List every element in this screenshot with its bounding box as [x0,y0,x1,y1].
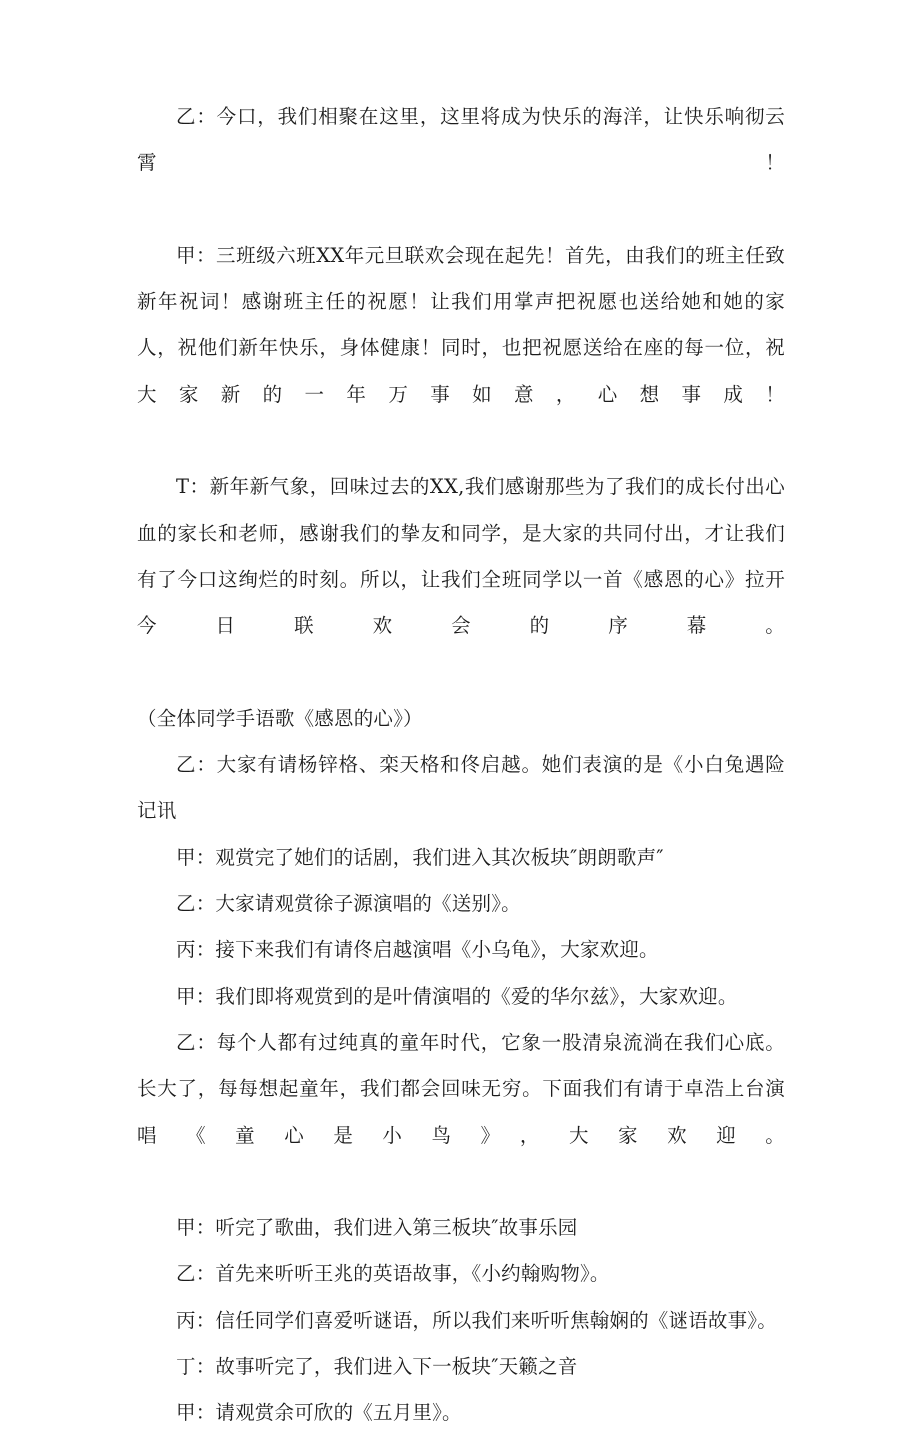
paragraph: 甲：听完了歌曲，我们进入第三板块″故事乐园 [176,1216,578,1240]
paragraph: 乙：大家请观赏徐子源演唱的《送别》。 [176,892,521,916]
paragraph: 甲：请观赏余可欣的《五月里》。 [176,1401,462,1425]
document-text-body [137,94,785,1437]
paragraph: 甲：观赏完了她们的话剧，我们进入其次板块″朗朗歌声″ [176,845,664,869]
paragraph: 丙：信任同学们喜爱听谜语，所以我们来听听焦翰娴的《谜语故事》。 [176,1308,777,1332]
paragraph: 乙：大家有请杨锌格、栾天格和佟启越。她们表演的是《小白兔遇险记讯 [137,753,785,823]
paragraph: 丙：接下来我们有请佟启越演唱《小乌龟》，大家欢迎。 [176,938,659,962]
paragraph: 乙：今口，我们相聚在这里，这里将成为快乐的海洋，让快乐响彻云霄！ [137,105,785,175]
paragraph: 乙：首先来听听王兆的英语故事，《小约翰购物》。 [176,1262,610,1286]
paragraph: 乙：每个人都有过纯真的童年时代，它象一股清泉流淌在我们心底。长大了，每每想起童年，我们都会回味无穷。下面我们有请于卓浩上台演唱《童心是小鸟》，大家欢迎。 [137,1030,785,1147]
paragraph: （全体同学手语歌《感恩的心》） [137,706,423,730]
paragraph: 甲：我们即将观赏到的是叶倩演唱的《爱的华尔兹》，大家欢迎。 [176,984,738,1008]
paragraph: T：新年新气象，回味过去的XX,我们感谢那些为了我们的成长付出心血的家长和老师，感谢我们的挚友和同学，是大家的共同付出，才让我们有了今口这绚烂的时刻。所以，让我们全班同学以一首《感恩的心》拉开今日联欢会的序幕。 [137,475,785,638]
paragraph: 甲：三班级六班XX年元旦联欢会现在起先！首先，由我们的班主任致新年祝词！感谢班主任的祝愿！让我们用掌声把祝愿也送给她和她的家人，祝他们新年快乐，身体健康！同时，也把祝愿送给在座的每一位，祝大家新的一年万事如意，心想事成！ [137,243,785,406]
paragraph: 丁：故事听完了，我们进入下一板块″天籁之音 [176,1355,578,1379]
